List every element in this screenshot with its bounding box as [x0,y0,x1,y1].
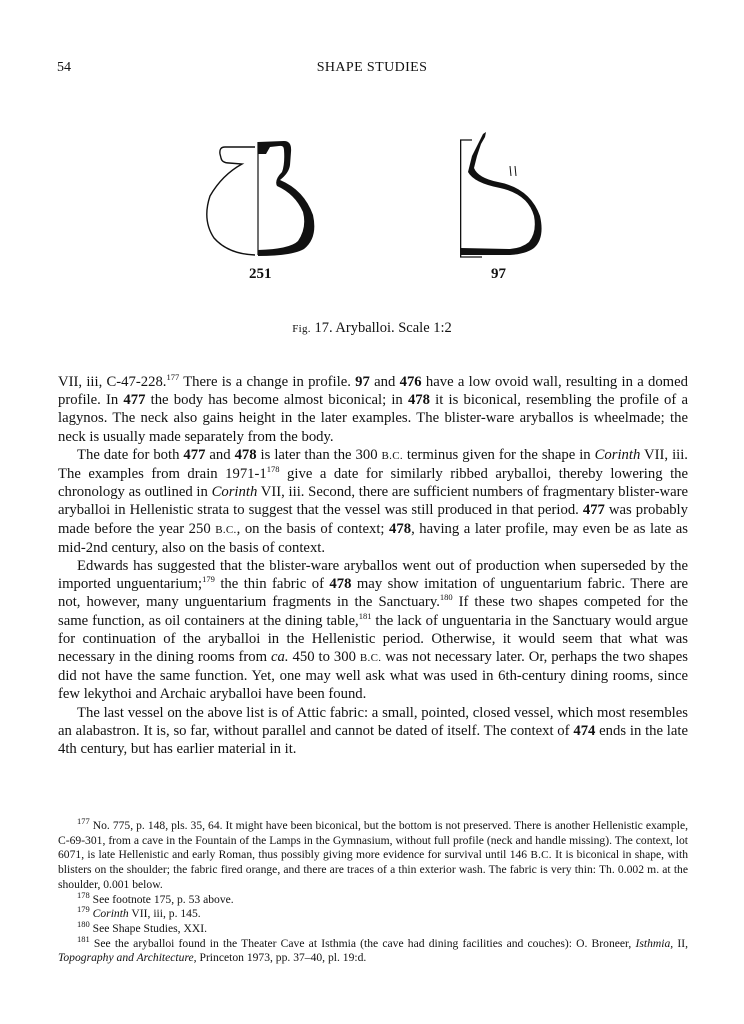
footnote-ref-179[interactable]: 179 [202,574,215,585]
footnote-180: $^{180}$ See Shape Studies, XXI. [77,919,207,935]
footnote-179: $^{179}$ Corinth VII, iii, p. 145. [77,904,201,921]
footnote-ref-177[interactable]: 177 [166,372,180,383]
paragraph-4: The last vessel on the above list is of Attic fabric: a small, pointed, closed vessel, which most resembles an alabastron. It is, so far, without parallel and cannot be dated of itself. The context of 474 ends in the late 4th century, but has earlier material in it. [58,704,688,758]
footnote-ref-181[interactable]: 181 [358,610,372,621]
figure-caption-label: Fig. [292,323,311,335]
running-title: SHAPE STUDIES [316,60,428,75]
footnote-ref-178[interactable]: 178 [266,464,280,475]
figure-caption-text: 17. Aryballoi. Scale 1:2 [314,320,452,336]
aryballos-97-rib-marks [510,166,516,176]
aryballos-97-outline [460,140,482,257]
aryballos-97-section [461,132,542,255]
figure-caption [0,320,744,337]
aryballos-97-drawing [448,128,558,263]
footnote-177: $^{177}$ No. 775, p. 148, pls. 35, 64. It might have been biconical, but the bottom is not preserved. There is another Hellenistic example, C-69-301, from a cave in the Fountain of the Lamps in the Gymnasium, without full profile (neck and handle missing). The context, lot 6071, is late Hellenistic and early Roman, thus possibly giving more evidence for survival until 146 B.C. It is biconical in shape, with blisters on the shoulder; the fabric fired orange, and there are traces of a thin exterior wash. The fabric is very thin: Th. 0.002 m. at the shoulder, 0.001 below. [58,816,688,891]
paragraph-1: VII, iii, C-47-228.$^{177}$ There is a change in profile. 97 and 476 have a low ovoid wall, resulting in a domed profile. In 477 the body has become almost biconical; in 478 it is biconical, resembling the profile of a lagynos. The neck also gains height in the later examples. The blister-ware aryballos is wheelmade; the neck is usually made separately from the body. [58,372,688,445]
aryballos-97-frame [460,140,461,257]
figure-label-251: 251 [249,266,272,282]
aryballos-251-drawing [200,128,330,263]
figure-label-97: 97 [491,266,506,282]
page-number: 54 [57,60,71,75]
main-text [58,373,688,758]
aryballos-251-section [258,141,314,256]
footnotes [58,816,688,966]
aryballos-251-outline [207,147,255,255]
footnote-181: $^{181}$ See the aryballoi found in the Theater Cave at Isthmia (the cave had dining facilities and couches): O. Broneer, Isthmia, II, Topography and Architecture, Princeton 1973, pp. 37–40, pl. 19:d. [58,933,688,965]
paragraph-2: The date for both 477 and 478 is later than the 300 B.C. terminus given for the shape in Corinth VII, iii. The examples from drain $1971-1^{178}$ give a date for similarly ribbed aryballoi, thereby lowering the chronology as outlined in Corinth VII, iii. Second, there are sufficient numbers of fragmentary blister-ware aryballoi in Hellenistic strata to suggest that the vessel was still produced in that period. 477 was probably made before the year 250 B.C., on the basis of context; 478, having a later profile, may even be as late as mid-2nd century, also on the basis of context. [58,446,689,556]
paragraph-3: Edwards has suggested that the blister-ware aryballos went out of production when superseded by the imported unguentarium;$^{179}$ the thin fabric of 478 may show imitation of unguentarium fabric. There are not, however, many unguentarium fragments in the Sanctuary.$^{180}$ If these two shapes competed for the same function, as oil containers at the dining table,$^{181}$ the lack of unguentaria in the Sanctuary would argue for continuation of the aryballoi in the Hellenistic period. Otherwise, it would seem that what was necessary in the dining rooms from ca. 450 to 300 B.C. was not necessary later. Or, perhaps the two shapes did not have the same function. Yet, one may well ask what was used in 6th-century dining rooms, since few lekythoi and Archaic aryballoi have been found. [58,558,689,703]
footnote-ref-180[interactable]: 180 [439,592,453,603]
footnote-178: $^{178}$ See footnote 175, p. 53 above. [77,889,234,906]
